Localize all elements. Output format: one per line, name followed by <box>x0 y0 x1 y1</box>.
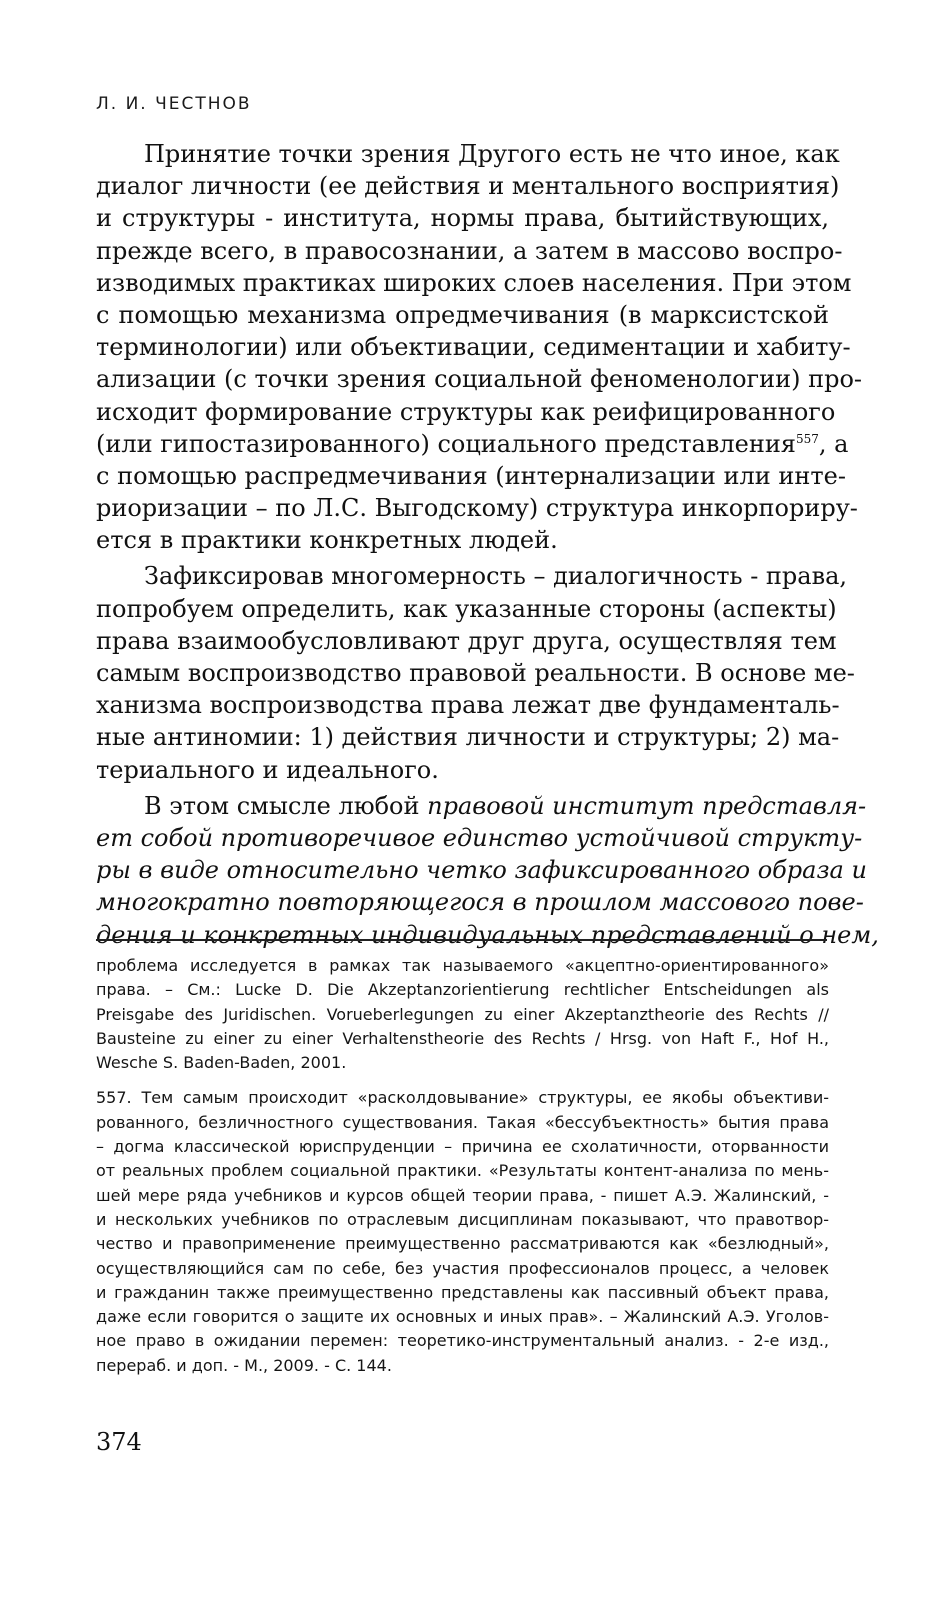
footnote-line: Preisgabe des Juridischen. Vorueberlegungen zu einer Akzeptanztheorie des Rechts // <box>96 1004 829 1024</box>
text-line: терминологии) или объективации, седиментации и хабиту- <box>96 333 851 362</box>
italic-line: ет собой противоречивое единство устойчивой структу- <box>96 823 863 852</box>
footnote-line: права. – См.: Lucke D. Die Akzeptanzorientierung rechtlicher Entscheidungen als <box>96 980 829 1000</box>
italic-segment: правовой институт представля- <box>427 791 867 820</box>
text-line: с помощью механизма опредмечивания (в марксистской <box>96 300 829 329</box>
text-line: изводимых практиках широких слоев населения. При этом <box>96 268 852 297</box>
text-segment: , а <box>818 429 849 458</box>
text-line-mixed <box>96 790 867 822</box>
text-line: диалог личности (ее действия и ментального восприятия) <box>96 172 840 201</box>
footnote-557-line: осуществляющийся сам по себе, без участия профессионалов процесс, а человек <box>96 1258 829 1278</box>
footnote-557-line: чество и правоприменение преимущественно рассматриваются как «безлюдный», <box>96 1234 829 1254</box>
text-line: Зафиксировав многомерность – диалогичность - права, <box>144 562 848 591</box>
text-line: ется в практики конкретных людей. <box>96 526 558 555</box>
footnote-557-line: шей мере ряда учебников и курсов общей теории права, - пишет А.Э. Жалинский, - <box>96 1185 829 1205</box>
footnote-line: проблема исследуется в рамках так называемого «акцептно-ориентированного» <box>96 956 829 975</box>
footnotes <box>96 954 829 1378</box>
text-line: прежде всего, в правосознании, а затем в массово воспро- <box>96 236 843 265</box>
italic-line: ры в виде относительно четко зафиксированного образа и <box>96 856 867 885</box>
text-line: и структуры - института, нормы права, бытийствующих, <box>96 204 829 233</box>
footnote-reference[interactable]: 557 <box>795 431 819 446</box>
text-line: ханизма воспроизводства права лежат две фундаменталь- <box>96 691 840 720</box>
text-line: ализации (с точки зрения социальной феноменологии) про- <box>96 365 863 394</box>
text-segment: (или гипостазированного) социального представления <box>96 429 796 458</box>
text-line-with-footnote <box>96 428 849 460</box>
running-header: Л. И. ЧЕСТНОВ <box>96 94 252 114</box>
text-line: самым воспроизводство правовой реальности. В основе ме- <box>96 659 855 687</box>
footnote-557-line: от реальных проблем социальной практики. «Результаты контент-анализа по мень- <box>96 1161 829 1181</box>
footnote-line: Wesche S. Baden-Baden, 2001. <box>96 1053 347 1073</box>
footnote-557-line: перераб. и доп. - М., 2009. - С. 144. <box>96 1355 392 1375</box>
footnote-557-line: даже если говорится о защите их основных и иных прав». – Жалинский А.Э. Уголов- <box>96 1307 829 1327</box>
text-line: териального и идеального. <box>96 755 439 784</box>
italic-line: дения и конкретных индивидуальных представлений о нем, <box>96 920 879 949</box>
footnote-line: Bausteine zu einer zu einer Verhaltenstheorie des Rechts / Hrsg. von Haft F., Hof H., <box>96 1028 829 1048</box>
footnote-557-line: и гражданин также преимущественно представлены как пассивный объект права, <box>96 1282 829 1302</box>
text-line: права взаимообусловливают друг друга, осуществляя тем <box>96 626 837 655</box>
italic-line: многократно повторяющегося в прошлом массового пове- <box>96 888 864 917</box>
page-number: 374 <box>96 1428 142 1456</box>
footnote-557-line: рованного, безличностного существования. Такая «бессубъектность» бытия права <box>96 1112 829 1132</box>
text-segment: В этом смысле любой <box>144 791 428 820</box>
text-line: риоризации – по Л.С. Выгодскому) структура инкорпориру- <box>96 494 858 523</box>
text-line: ные антиномии: 1) действия личности и структуры; 2) ма- <box>96 723 840 752</box>
footnote-557-line: – догма классической юриспруденции – причина ее схолатичности, оторванности <box>96 1137 829 1157</box>
footnote-divider <box>96 939 827 941</box>
text-line: попробуем определить, как указанные стороны (аспекты) <box>96 594 837 623</box>
footnote-557-line: ное право в ожидании перемен: теоретико-инструментальный анализ. - 2-е изд., <box>96 1331 829 1351</box>
text-line: с помощью распредмечивания (интернализации или инте- <box>96 461 846 490</box>
main-text <box>96 138 879 951</box>
footnote-557-line: и нескольких учебников по отраслевым дисциплинам показывают, что правотвор- <box>96 1209 829 1229</box>
text-line: Принятие точки зрения Другого есть не что иное, как <box>144 140 840 168</box>
text-line: исходит формирование структуры как реифицированного <box>96 397 836 426</box>
footnote-557-line: 557. Тем самым происходит «расколдовывание» структуры, ее якобы объективи- <box>96 1088 829 1108</box>
